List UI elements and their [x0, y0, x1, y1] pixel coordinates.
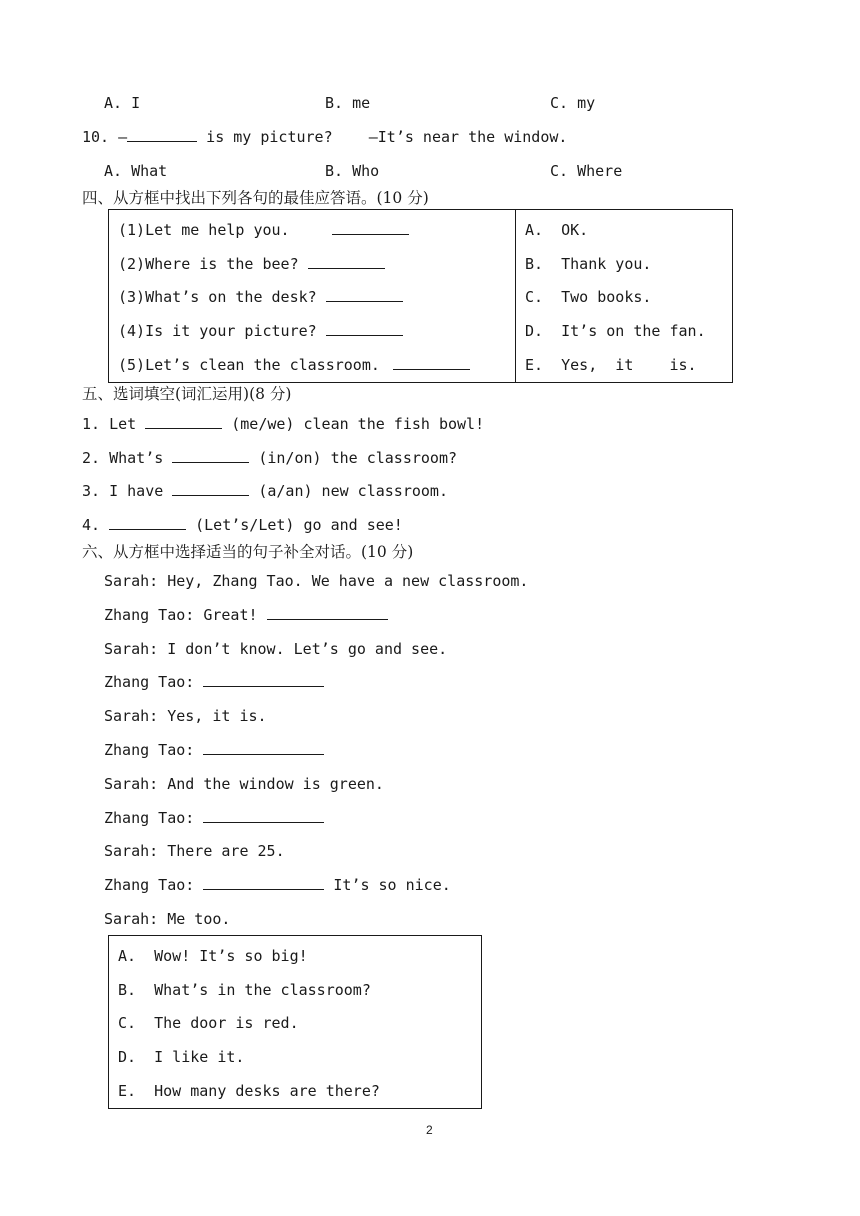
dialogue-line	[104, 774, 384, 794]
dialogue-text: Zhang Tao:	[104, 876, 204, 894]
dialogue-text: Zhang Tao:	[104, 741, 204, 759]
q10-text: is my picture? —It’s near the window.	[197, 128, 568, 146]
fill-blank[interactable]	[145, 414, 222, 429]
dialogue-blank[interactable]	[203, 672, 324, 687]
section4-question-4	[118, 321, 403, 341]
answer-blank[interactable]	[393, 355, 470, 370]
q10-option-c: C. Where	[550, 162, 623, 180]
section4-question-2	[118, 254, 385, 274]
dialogue-text: Sarah: Hey, Zhang Tao. We have a new classroom.	[104, 572, 529, 590]
section4-answer-d: D. It’s on the fan.	[525, 322, 706, 340]
section6-option-b: B. What’s in the classroom?	[118, 981, 371, 999]
answer-blank[interactable]	[326, 321, 403, 336]
dialogue-line	[104, 571, 528, 591]
section5-item-4	[82, 515, 403, 535]
item-prefix: 4.	[82, 516, 110, 534]
section4-answer-a: A. OK.	[525, 221, 589, 239]
dialogue-line	[104, 841, 285, 861]
q10-number: 10. —	[82, 128, 128, 146]
item-suffix: (Let’s/Let) go and see!	[186, 516, 403, 534]
dialogue-line	[104, 605, 388, 625]
q9-option-c: C. my	[550, 94, 596, 112]
fill-blank[interactable]	[172, 481, 249, 496]
dialogue-line	[104, 909, 230, 929]
section6-option-e: E. How many desks are there?	[118, 1082, 380, 1100]
dialogue-line	[104, 672, 324, 692]
dialogue-line	[104, 875, 451, 895]
dialogue-blank[interactable]	[203, 808, 324, 823]
section4-question-5	[118, 355, 470, 375]
section4-question-3	[118, 287, 403, 307]
item-suffix: (in/on) the classroom?	[249, 449, 458, 467]
dialogue-text: Sarah: And the window is green.	[104, 775, 384, 793]
section5-item-1	[82, 414, 484, 434]
section6-heading: 六、从方框中选择适当的句子补全对话。(10 分)	[82, 543, 414, 561]
question-text: (4)Is it your picture?	[118, 322, 317, 340]
item-suffix: (me/we) clean the fish bowl!	[222, 415, 485, 433]
section5-heading: 五、选词填空(词汇运用)(8 分)	[82, 385, 292, 403]
dialogue-blank[interactable]	[267, 605, 388, 620]
question-text: (5)Let’s clean the classroom.	[118, 356, 380, 374]
q9-option-b: B. me	[325, 94, 371, 112]
dialogue-text: Sarah: Yes, it is.	[104, 707, 267, 725]
dialogue-text: Zhang Tao:	[104, 809, 204, 827]
question-text: (1)Let me help you.	[118, 221, 290, 239]
section5-item-3	[82, 481, 448, 501]
dialogue-after-text: It’s so nice.	[324, 876, 451, 894]
fill-blank[interactable]	[172, 448, 249, 463]
answer-blank[interactable]	[308, 254, 385, 269]
section4-answer-b: B. Thank you.	[525, 255, 652, 273]
dialogue-line	[104, 808, 324, 828]
answer-blank[interactable]	[332, 220, 409, 235]
q10-question	[82, 127, 567, 147]
item-prefix: 1. Let	[82, 415, 146, 433]
dialogue-text: Sarah: I don’t know. Let’s go and see.	[104, 640, 448, 658]
section4-answer-c: C. Two books.	[525, 288, 652, 306]
dialogue-line	[104, 639, 447, 659]
q10-blank[interactable]	[127, 127, 197, 142]
dialogue-blank[interactable]	[203, 875, 324, 890]
q10-option-b: B. Who	[325, 162, 380, 180]
answer-blank[interactable]	[326, 287, 403, 302]
dialogue-text: Zhang Tao: Great!	[104, 606, 267, 624]
dialogue-text: Sarah: There are 25.	[104, 842, 285, 860]
fill-blank[interactable]	[109, 515, 186, 530]
section4-answer-e: E. Yes, it is.	[525, 356, 697, 374]
section5-item-2	[82, 448, 457, 468]
dialogue-line	[104, 706, 267, 726]
dialogue-text: Sarah: Me too.	[104, 910, 231, 928]
dialogue-blank[interactable]	[203, 740, 324, 755]
dialogue-line	[104, 740, 324, 760]
item-prefix: 3. I have	[82, 482, 173, 500]
item-suffix: (a/an) new classroom.	[249, 482, 448, 500]
q10-option-a: A. What	[104, 162, 168, 180]
q9-option-a: A. I	[104, 94, 141, 112]
question-text: (2)Where is the bee?	[118, 255, 299, 273]
item-prefix: 2. What’s	[82, 449, 173, 467]
dialogue-text: Zhang Tao:	[104, 673, 204, 691]
section4-question-1	[118, 220, 409, 240]
page-number: 2	[426, 1123, 433, 1137]
section4-heading: 四、从方框中找出下列各句的最佳应答语。(10 分)	[82, 189, 429, 207]
section6-option-c: C. The door is red.	[118, 1014, 299, 1032]
match-box-divider	[515, 210, 516, 382]
section6-option-d: D. I like it.	[118, 1048, 245, 1066]
question-text: (3)What’s on the desk?	[118, 288, 317, 306]
section6-option-a: A. Wow! It’s so big!	[118, 947, 308, 965]
